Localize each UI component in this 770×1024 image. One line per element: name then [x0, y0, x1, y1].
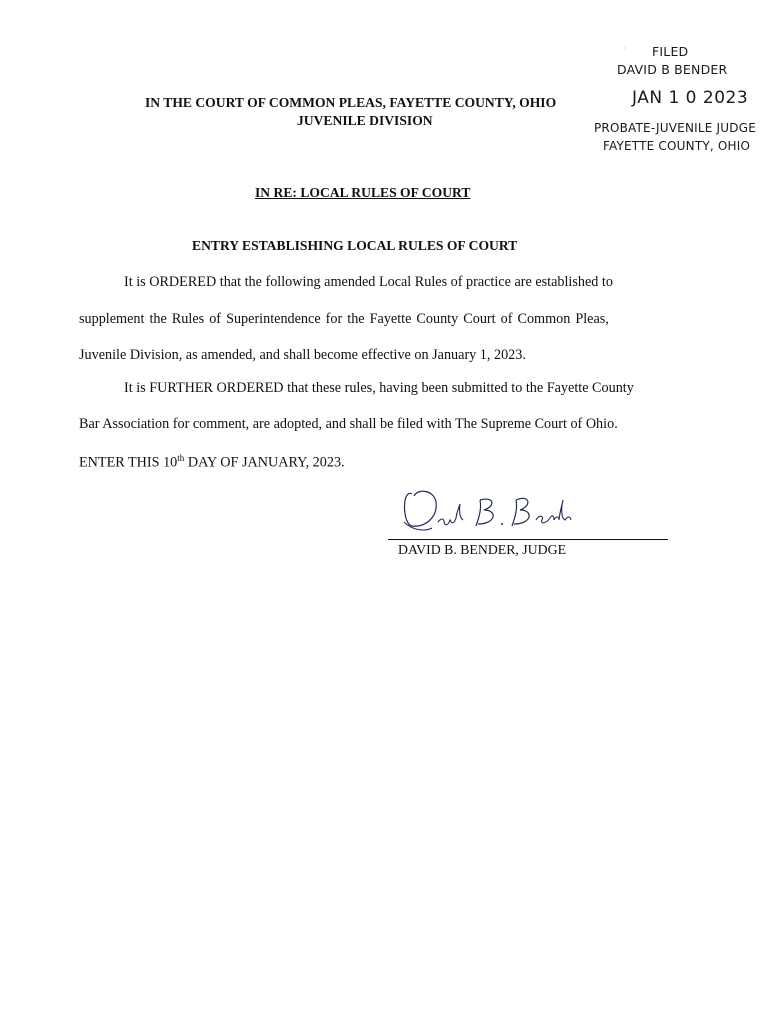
stamp-speck: ·: [623, 44, 626, 53]
enter-date-prefix: ENTER THIS 10: [79, 454, 178, 471]
paragraph-1-line-2: supplement the Rules of Superintendence for the Fayette County Court of Common Pleas,: [79, 311, 609, 327]
court-division: JUVENILE DIVISION: [297, 113, 433, 128]
enter-date-ordinal: th: [177, 453, 185, 463]
filed-stamp-name: DAVID B BENDER: [617, 62, 728, 77]
case-caption: IN RE: LOCAL RULES OF COURT: [255, 185, 471, 200]
enter-date-suffix: DAY OF JANUARY, 2023.: [184, 454, 345, 471]
court-heading: IN THE COURT OF COMMON PLEAS, FAYETTE COUNTY, OHIO: [145, 95, 557, 110]
paragraph-1-line-1: It is ORDERED that the following amended Local Rules of practice are established to: [124, 274, 613, 290]
entry-title: ENTRY ESTABLISHING LOCAL RULES OF COURT: [192, 238, 518, 253]
judge-name: DAVID B. BENDER, JUDGE: [398, 542, 566, 557]
filed-stamp-label: FILED: [652, 44, 689, 59]
enter-date-line: [79, 453, 345, 472]
judge-signature: [398, 484, 598, 540]
filed-stamp-county: FAYETTE COUNTY, OHIO: [603, 139, 751, 153]
filed-stamp-office: PROBATE-JUVENILE JUDGE: [594, 121, 756, 135]
filed-stamp-date: JAN 1 0 2023: [632, 88, 749, 108]
paragraph-1-line-3: Juvenile Division, as amended, and shall become effective on January 1, 2023.: [79, 347, 526, 363]
paragraph-2-line-1: It is FURTHER ORDERED that these rules, having been submitted to the Fayette County: [124, 380, 634, 396]
signature-line: [388, 539, 668, 540]
paragraph-2-line-2: Bar Association for comment, are adopted, and shall be filed with The Supreme Court of Ohio.: [79, 416, 618, 432]
